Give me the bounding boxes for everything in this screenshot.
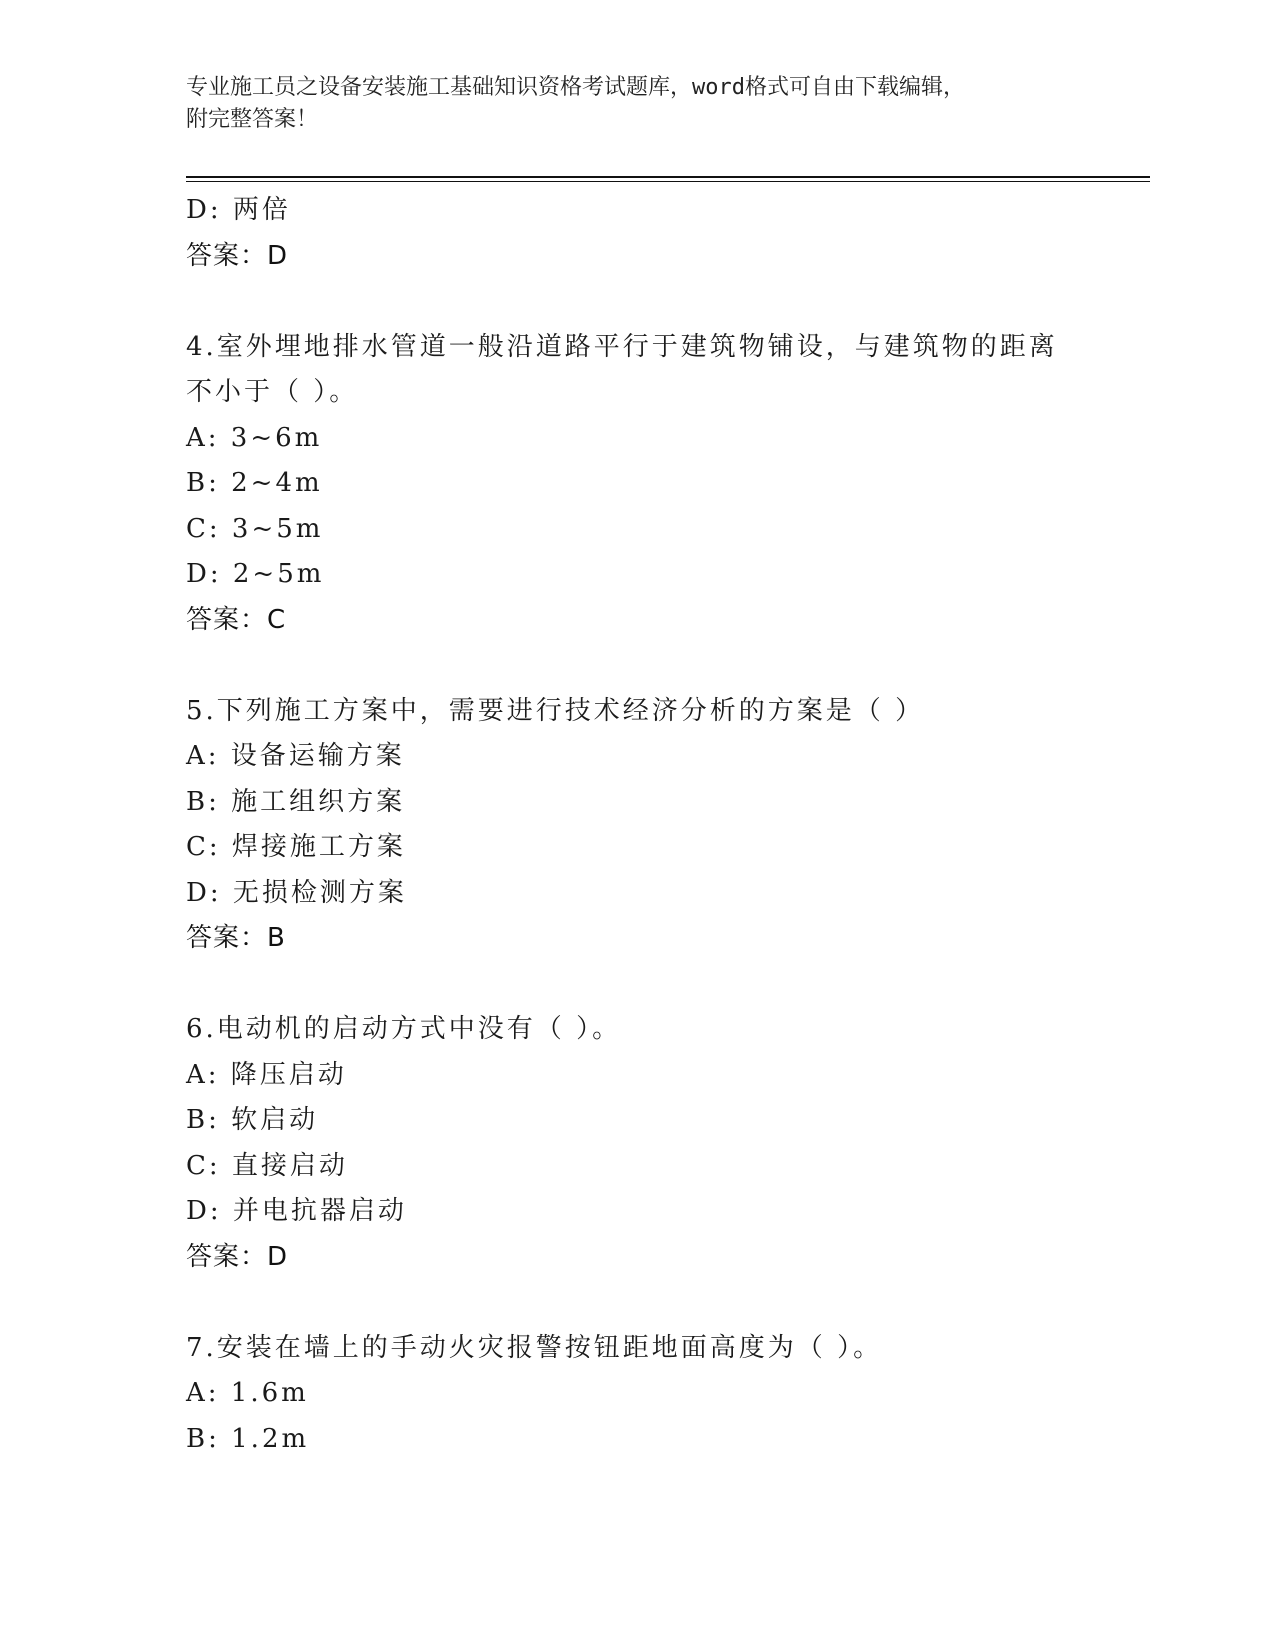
option-d: D: 2~5m: [186, 559, 325, 589]
option-a: A: 3~6m: [186, 422, 323, 453]
option-b: B: 2~4m: [186, 468, 323, 498]
question-stem: 5.下列施工方案中，需要进行技术经济分析的方案是（ ）: [186, 695, 925, 726]
option-b: B: 1.2m: [186, 1423, 310, 1454]
prev-question-option-d: D: 两倍: [186, 195, 291, 225]
question-6: [186, 1007, 1086, 1280]
header-divider-thin: [186, 181, 1150, 182]
option-a: A: 设备运输方案: [186, 741, 405, 771]
spacer: [186, 962, 1086, 1008]
question-5: [186, 689, 1086, 962]
answer: 答案：B: [186, 923, 286, 953]
document-header: [186, 72, 1076, 136]
question-list: [186, 188, 1086, 1462]
question-stem-continued: 不小于（ ）。: [186, 377, 359, 407]
question-7: [186, 1326, 1086, 1463]
spacer: [186, 643, 1086, 689]
question-4: [186, 325, 1086, 644]
answer: 答案：D: [186, 1241, 289, 1272]
spacer: [186, 1280, 1086, 1326]
spacer: [186, 279, 1086, 325]
header-line-2: 附完整答案！: [186, 107, 319, 132]
option-b: B: 施工组织方案: [186, 786, 406, 817]
option-c: C: 焊接施工方案: [186, 832, 406, 862]
option-c: C: 直接启动: [186, 1150, 348, 1181]
header-line-1: 专业施工员之设备安装施工基础知识资格考试题库，word格式可自由下载编辑，: [186, 75, 965, 100]
option-d: D: 并电抗器启动: [186, 1196, 407, 1226]
option-d: D: 无损检测方案: [186, 877, 407, 908]
question-stem: 7.安装在墙上的手动火灾报警按钮距地面高度为（ ）。: [186, 1332, 883, 1363]
option-a: A: 1.6m: [186, 1378, 309, 1408]
option-c: C: 3~5m: [186, 513, 324, 544]
prev-question-answer: 答案：D: [186, 240, 289, 271]
question-stem: 6.电动机的启动方式中没有（ ）。: [186, 1014, 622, 1044]
option-b: B: 软启动: [186, 1105, 319, 1135]
question-stem: 4.室外埋地排水管道一般沿道路平行于建筑物铺设，与建筑物的距离: [186, 331, 1058, 362]
answer: 答案：C: [186, 604, 287, 635]
header-divider: [186, 176, 1150, 178]
option-a: A: 降压启动: [186, 1059, 347, 1090]
